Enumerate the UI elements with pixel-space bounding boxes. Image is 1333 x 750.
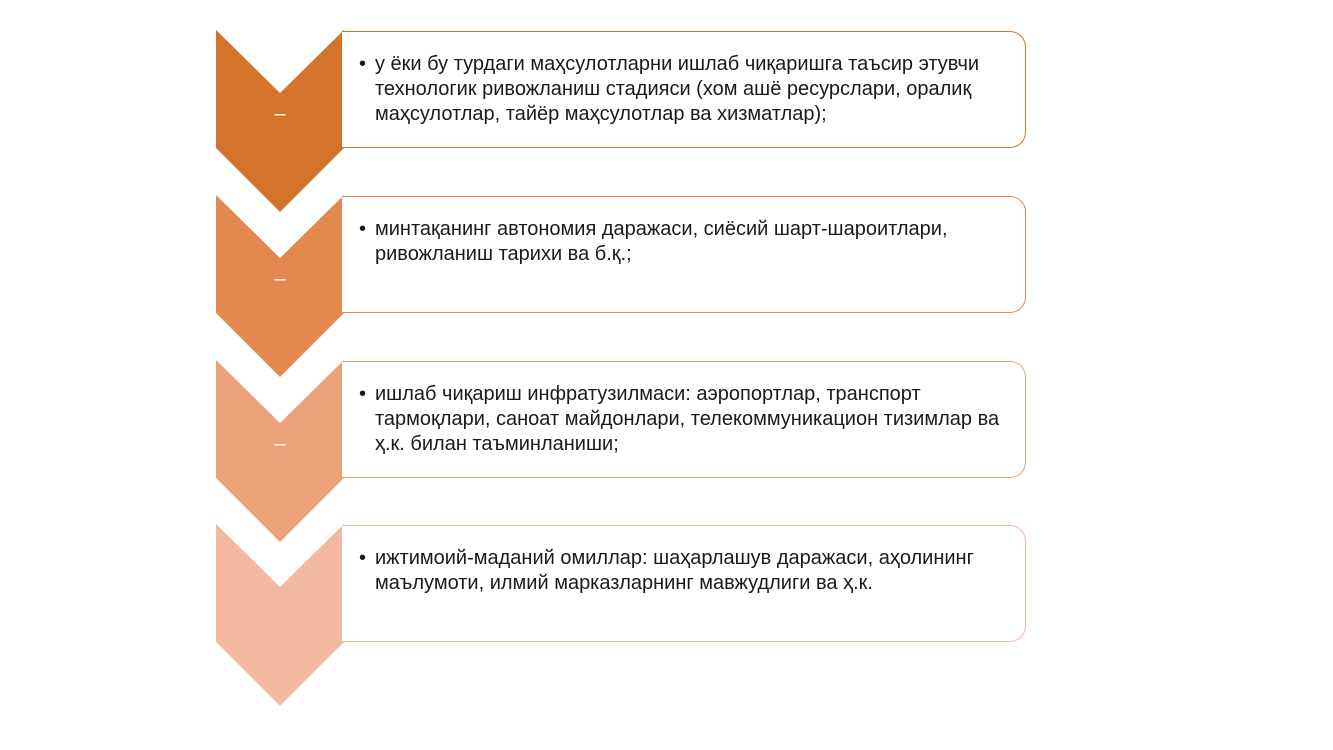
chevron-step-3 [216, 360, 344, 542]
chevron-marker-2: – [274, 268, 286, 290]
step-text-1: у ёки бу турдаги маҳсулотларни ишлаб чиқаришга таъсир этувчи технологик ривожланиш стадияси (хом ашё ресурслари, оралиқ маҳсулотлар, тайёр маҳсулотлар ва хизматлар); [375, 53, 980, 125]
step-card-4 [342, 525, 1026, 642]
chevron-marker-1: – [274, 103, 286, 125]
step-text-2: минтақанинг автономия даражаси, сиёсий шарт-шароитлари, ривожланиш тарихи ва б.қ.; [375, 218, 948, 265]
chevron-step-4 [216, 524, 344, 706]
step-card-1 [342, 31, 1026, 148]
bullet-dot-1: • [359, 53, 367, 75]
step-text-4: ижтимоий-маданий омиллар: шаҳарлашув даражаси, аҳолининг маълумоти, илмий марказларнинг мавжудлиги ва ҳ.к. [375, 547, 974, 594]
chevron-marker-3: – [274, 433, 286, 455]
chevron-step-1 [216, 30, 344, 212]
step-card-2 [342, 196, 1026, 313]
step-text-3: ишлаб чиқариш инфратузилмаси: аэропортлар, транспорт тармоқлари, саноат майдонлари, телекоммуникацион тизимлар ва ҳ.к. билан таъминланиши; [375, 383, 1000, 455]
chevron-shape-4 [216, 524, 344, 706]
bullet-dot-2: • [359, 218, 367, 240]
bullet-dot-4: • [359, 547, 367, 569]
bullet-dot-3: • [359, 383, 367, 405]
chevron-step-2 [216, 195, 344, 377]
step-card-3 [342, 361, 1026, 478]
